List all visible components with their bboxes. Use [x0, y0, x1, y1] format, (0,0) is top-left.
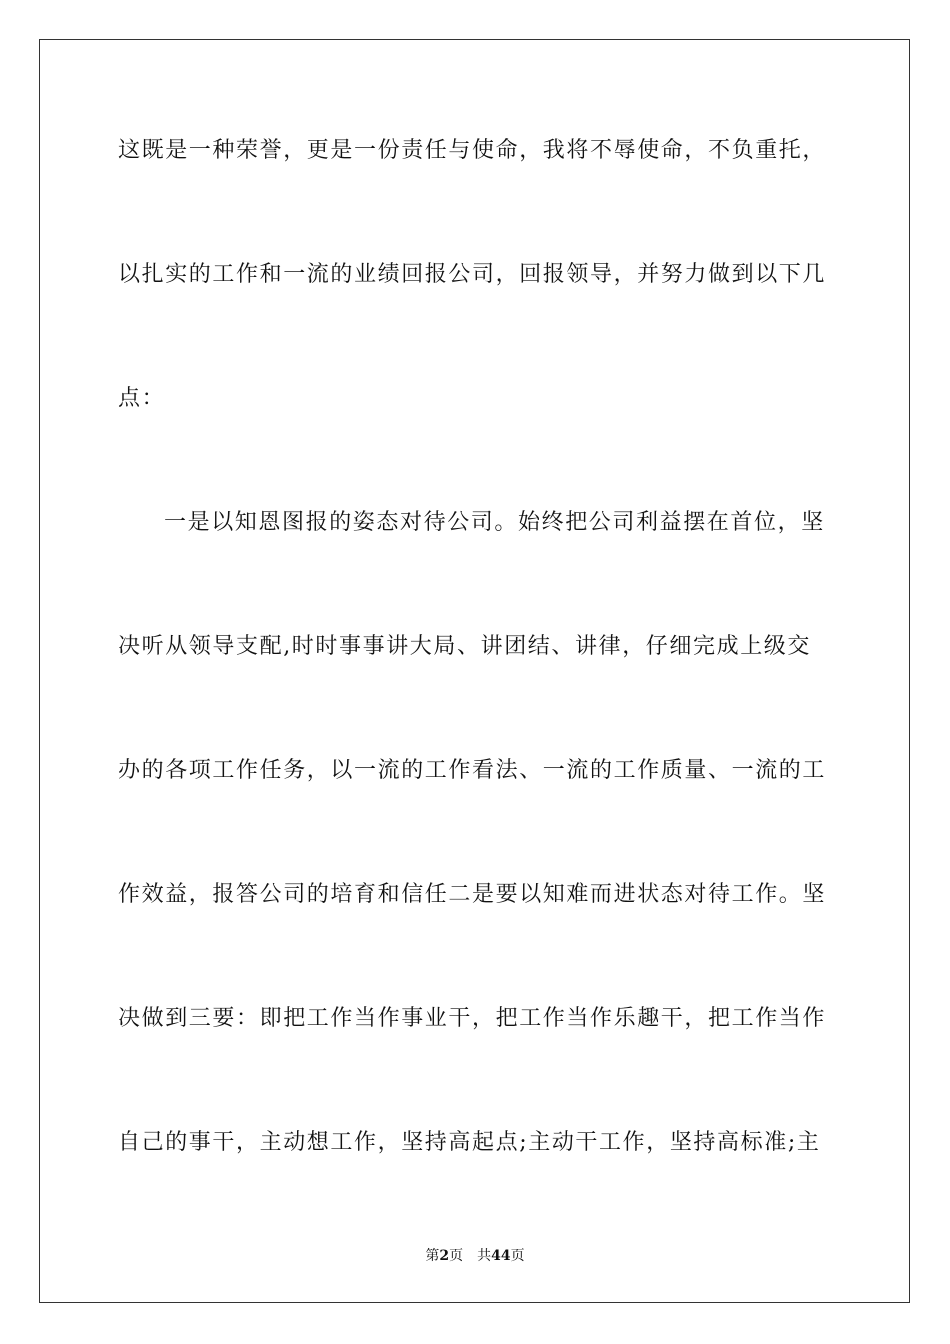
total-pages: 44	[491, 1248, 511, 1264]
page-footer	[0, 1247, 950, 1265]
body-line-3: 点：	[118, 386, 166, 411]
body-line-4: 一是以知恩图报的姿态对待公司。始终把公司利益摆在首位，坚	[164, 510, 825, 535]
body-line-7: 作效益，报答公司的培育和信任二是要以知难而进状态对待工作。坚	[118, 882, 827, 907]
body-line-5: 决听从领导支配,时时事事讲大局、讲团结、讲律，仔细完成上级交	[118, 634, 811, 659]
page-suffix: 页	[449, 1248, 464, 1264]
body-line-8: 决做到三要：即把工作当作事业干，把工作当作乐趣干，把工作当作	[118, 1006, 827, 1031]
body-line-2: 以扎实的工作和一流的业绩回报公司，回报领导，并努力做到以下几	[118, 262, 827, 287]
page-number: 2	[439, 1248, 450, 1264]
body-line-1: 这既是一种荣誉，更是一份责任与使命，我将不辱使命，不负重托，	[118, 138, 827, 163]
total-suffix: 页	[510, 1248, 525, 1264]
body-line-6: 办的各项工作任务，以一流的工作看法、一流的工作质量、一流的工	[118, 758, 827, 783]
page-border	[39, 39, 910, 1303]
body-line-9: 自己的事干，主动想工作，坚持高起点;主动干工作，坚持高标准;主	[118, 1130, 821, 1155]
page-prefix: 第	[425, 1248, 440, 1264]
total-prefix: 共	[477, 1248, 492, 1264]
